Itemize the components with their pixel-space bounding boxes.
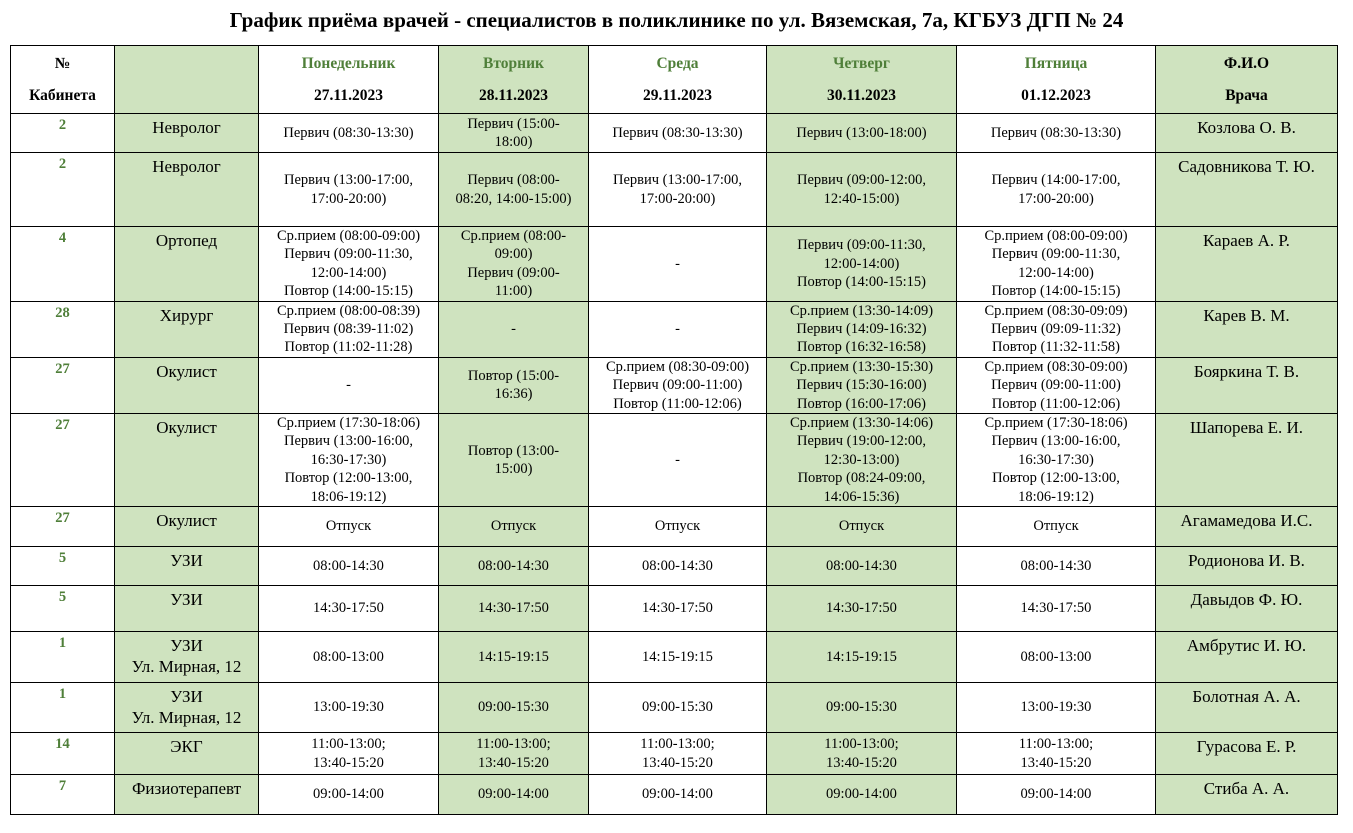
schedule-cell <box>259 153 439 227</box>
schedule-cell <box>957 632 1156 683</box>
schedule-line: Ср.прием (17:30-18:06) <box>984 415 1128 432</box>
header-cabinet-label: Кабинета <box>29 86 96 104</box>
doctor-name: Стиба А. А. <box>1156 775 1338 815</box>
schedule-cell <box>767 301 957 357</box>
schedule-line: Отпуск <box>325 518 372 535</box>
header-day-name: Вторник <box>483 54 544 72</box>
table-row <box>11 301 1338 357</box>
specialty-line: Физиотерапевт <box>131 779 242 799</box>
schedule-cell <box>439 114 589 153</box>
schedule-line: 08:00-14:30 <box>478 557 549 574</box>
schedule-line: 14:30-17:50 <box>313 600 384 617</box>
schedule-cell <box>767 733 957 775</box>
schedule-cell <box>259 227 439 302</box>
cabinet-number: 1 <box>11 683 115 733</box>
schedule-line: Ср.прием (08:30-09:09) <box>984 302 1128 319</box>
schedule-line: 12:00-14:00) <box>823 255 900 272</box>
specialty <box>115 775 259 815</box>
schedule-cell <box>589 227 767 302</box>
schedule-cell <box>259 547 439 586</box>
specialty-line: Невролог <box>152 157 221 176</box>
schedule-cell <box>589 114 767 153</box>
schedule-cell <box>439 414 589 507</box>
schedule-cell <box>589 733 767 775</box>
table-row <box>11 632 1338 683</box>
schedule-line: 11:00-13:00; <box>1018 736 1094 753</box>
specialty-line: Окулист <box>156 511 217 531</box>
schedule-cell <box>767 414 957 507</box>
specialty <box>115 507 259 547</box>
schedule-cell <box>589 683 767 733</box>
schedule-cell <box>957 357 1156 413</box>
schedule-line: Первич (09:00-11:00) <box>991 377 1121 394</box>
schedule-cell <box>957 227 1156 302</box>
schedule-line: - <box>675 321 680 338</box>
schedule-cell <box>589 632 767 683</box>
schedule-line: Повтор (13:00- <box>467 442 560 459</box>
schedule-line: 09:00-14:00 <box>313 786 384 803</box>
doctor-name: Гурасова Е. Р. <box>1156 733 1338 775</box>
cabinet-number: 1 <box>11 632 115 683</box>
schedule-line: Первич (09:00- <box>467 264 560 281</box>
schedule-line: Первич (15:00- <box>467 115 560 132</box>
schedule-line: Первич (13:00-16:00, <box>991 433 1121 450</box>
schedule-line: 13:40-15:20 <box>478 754 549 771</box>
schedule-line: Первич (09:00-11:30, <box>284 246 413 263</box>
header-day <box>589 46 767 114</box>
schedule-line: 08:00-14:30 <box>313 557 384 574</box>
schedule-line: Первич (08:39-11:02) <box>283 321 414 338</box>
cabinet-number: 14 <box>11 733 115 775</box>
table-row <box>11 357 1338 413</box>
schedule-line: 13:40-15:20 <box>1020 754 1092 771</box>
schedule-line: 09:00-14:00 <box>1020 786 1092 803</box>
header-day-date: 30.11.2023 <box>827 86 896 104</box>
schedule-line: 09:00-15:30 <box>642 699 713 716</box>
schedule-line: Ср.прием (08:00-09:00) <box>276 228 421 244</box>
table-row <box>11 507 1338 547</box>
schedule-cell <box>767 547 957 586</box>
schedule-cell <box>957 414 1156 507</box>
schedule-cell <box>767 227 957 302</box>
header-day-name: Понедельник <box>301 54 396 72</box>
specialty <box>115 733 259 775</box>
cabinet-number: 2 <box>11 153 115 227</box>
schedule-line: Отпуск <box>1033 518 1079 535</box>
schedule-line: Повтор (11:00-12:06) <box>613 395 742 412</box>
table-row <box>11 227 1338 302</box>
header-day-date: 01.12.2023 <box>1021 86 1091 104</box>
schedule-line: Первич (08:30-13:30) <box>990 124 1122 141</box>
schedule-line: 18:06-19:12) <box>1018 488 1094 505</box>
schedule-line: Ср.прием (13:30-14:06) <box>789 415 934 432</box>
doctor-name: Шапорева Е. И. <box>1156 414 1338 507</box>
schedule-cell <box>767 632 957 683</box>
schedule-cell <box>439 683 589 733</box>
doctor-name: Карев В. М. <box>1156 301 1338 357</box>
schedule-cell <box>589 301 767 357</box>
schedule-line: - <box>346 377 351 394</box>
table-row <box>11 775 1338 815</box>
table-row <box>11 414 1338 507</box>
schedule-line: 14:15-19:15 <box>478 648 549 665</box>
schedule-line: 08:00-14:30 <box>1020 557 1092 574</box>
specialty-line: Окулист <box>156 361 217 381</box>
schedule-line: 09:00) <box>494 246 533 263</box>
schedule-cell <box>767 114 957 153</box>
schedule-line: Первич (13:00-16:00, <box>283 433 414 450</box>
schedule-line: 08:00-14:30 <box>642 557 713 574</box>
schedule-line: 09:00-14:00 <box>826 786 897 803</box>
schedule-cell <box>767 507 957 547</box>
doctor-name: Козлова О. В. <box>1156 114 1338 153</box>
doctor-name: Амбрутис И. Ю. <box>1156 632 1338 683</box>
schedule-line: Повтор (11:00-12:06) <box>991 395 1121 412</box>
schedule-cell <box>957 733 1156 775</box>
specialty <box>115 301 259 357</box>
doctor-name: Болотная А. А. <box>1156 683 1338 733</box>
schedule-line: Повтор (14:00-15:15) <box>796 274 927 291</box>
schedule-cell <box>259 733 439 775</box>
schedule-table <box>10 45 1338 815</box>
specialty <box>115 357 259 413</box>
schedule-line: 14:30-17:50 <box>826 600 897 617</box>
schedule-line: Первич (14:00-17:00, <box>991 172 1121 189</box>
schedule-line: Ср.прием (13:30-14:09) <box>789 302 934 319</box>
specialty-line: Хирург <box>159 305 214 325</box>
specialty <box>115 153 259 227</box>
schedule-cell <box>259 586 439 632</box>
schedule-line: Первич (15:30-16:00) <box>796 377 927 394</box>
schedule-line: Первич (19:00-12:00, <box>796 433 927 450</box>
schedule-line: 11:00-13:00; <box>311 736 386 753</box>
specialty-line: Окулист <box>156 418 217 438</box>
schedule-cell <box>589 153 767 227</box>
schedule-line: 09:00-15:30 <box>826 699 897 716</box>
schedule-cell <box>259 683 439 733</box>
schedule-line: Первич (14:09-16:32) <box>796 321 927 338</box>
schedule-line: Первич (09:00-11:30, <box>991 246 1121 263</box>
specialty-line: Ул. Мирная, 12 <box>131 657 242 677</box>
page-title: График приёма врачей - специалистов в поликлинике по ул. Вяземская, 7а, КГБУЗ ДГП № 24 <box>229 8 1124 32</box>
schedule-line: Повтор (12:00-13:00, <box>284 470 413 487</box>
header-doctor-title: Ф.И.О <box>1223 54 1270 72</box>
schedule-line: 17:00-20:00) <box>1018 190 1094 207</box>
schedule-line: Первич (09:00-11:00) <box>612 377 743 394</box>
schedule-line: 14:06-15:36) <box>823 488 900 505</box>
specialty-line: УЗИ <box>170 590 203 610</box>
schedule-line: Ср.прием (17:30-18:06) <box>276 415 421 432</box>
cabinet-number: 28 <box>11 301 115 357</box>
specialty <box>115 632 259 683</box>
schedule-line: 08:00-13:00 <box>1020 648 1092 665</box>
schedule-line: Повтор (08:24-09:00, <box>797 470 926 487</box>
schedule-cell <box>439 632 589 683</box>
schedule-line: Первич (09:09-11:32) <box>991 321 1121 338</box>
schedule-line: Ср.прием (08:30-09:00) <box>605 358 750 375</box>
schedule-cell <box>439 775 589 815</box>
doctor-name: Садовникова Т. Ю. <box>1156 153 1338 227</box>
schedule-line: Повтор (11:02-11:28) <box>284 339 413 356</box>
schedule-cell <box>439 227 589 302</box>
schedule-line: 09:00-15:30 <box>478 699 549 716</box>
schedule-cell <box>589 357 767 413</box>
schedule-line: 08:20, 14:00-15:00) <box>455 190 572 207</box>
schedule-cell <box>439 586 589 632</box>
table-row <box>11 683 1338 733</box>
specialty-line: УЗИ <box>170 636 203 656</box>
schedule-cell <box>957 683 1156 733</box>
header-day <box>767 46 957 114</box>
header-day-name: Четверг <box>833 54 890 72</box>
schedule-cell <box>589 775 767 815</box>
header-row <box>11 46 1338 114</box>
schedule-line: Отпуск <box>838 518 885 535</box>
schedule-cell <box>957 775 1156 815</box>
specialty-line: ЭКГ <box>170 737 203 757</box>
schedule-line: 16:30-17:30) <box>310 451 387 468</box>
specialty-line: УЗИ <box>170 687 203 707</box>
schedule-line: 08:00-14:30 <box>826 557 897 574</box>
doctor-name: Караев А. Р. <box>1156 227 1338 302</box>
specialty-line: Ул. Мирная, 12 <box>131 708 242 728</box>
schedule-line: 11:00) <box>494 283 533 300</box>
cabinet-number: 5 <box>11 547 115 586</box>
schedule-line: 13:40-15:20 <box>826 754 897 771</box>
schedule-cell <box>259 114 439 153</box>
schedule-cell <box>957 507 1156 547</box>
header-cabinet <box>11 46 115 114</box>
schedule-line: Ср.прием (08:00-08:39) <box>276 302 421 319</box>
schedule-line: - <box>675 255 680 272</box>
schedule-cell <box>259 775 439 815</box>
schedule-cell <box>259 507 439 547</box>
schedule-line: 09:00-14:00 <box>642 786 713 803</box>
schedule-line: Повтор (16:00-17:06) <box>796 395 927 412</box>
schedule-cell <box>957 586 1156 632</box>
schedule-line: Повтор (11:32-11:58) <box>992 339 1120 356</box>
schedule-line: Первич (09:00-12:00, <box>796 172 927 189</box>
schedule-line: 14:15-19:15 <box>826 648 897 665</box>
schedule-line: 15:00) <box>494 461 533 478</box>
schedule-line: Повтор (14:00-15:15) <box>283 283 414 300</box>
header-day-name: Среда <box>656 54 699 72</box>
schedule-cell <box>957 301 1156 357</box>
cabinet-number: 4 <box>11 227 115 302</box>
schedule-cell <box>767 153 957 227</box>
schedule-line: 12:00-14:00) <box>310 264 387 281</box>
doctor-name: Бояркина Т. В. <box>1156 357 1338 413</box>
schedule-cell <box>957 153 1156 227</box>
schedule-cell <box>589 414 767 507</box>
schedule-cell <box>439 547 589 586</box>
schedule-cell <box>439 301 589 357</box>
schedule-cell <box>589 507 767 547</box>
specialty-line: Невролог <box>152 118 221 137</box>
schedule-line: 17:00-20:00) <box>639 190 716 207</box>
schedule-line: 17:00-20:00) <box>310 190 387 207</box>
cabinet-number: 2 <box>11 114 115 153</box>
doctor-name: Родионова И. В. <box>1156 547 1338 586</box>
schedule-cell <box>259 414 439 507</box>
table-row <box>11 153 1338 227</box>
schedule-cell <box>767 775 957 815</box>
header-day-date: 27.11.2023 <box>314 86 383 104</box>
schedule-line: 09:00-14:00 <box>478 786 549 803</box>
cabinet-number: 5 <box>11 586 115 632</box>
header-day <box>259 46 439 114</box>
specialty <box>115 414 259 507</box>
specialty-line: Ортопед <box>155 231 218 250</box>
header-specialty-blank <box>115 46 259 114</box>
schedule-line: 12:00-14:00) <box>1018 264 1094 281</box>
schedule-line: 14:30-17:50 <box>642 600 713 617</box>
schedule-line: 12:40-15:00) <box>823 190 900 207</box>
schedule-line: 14:30-17:50 <box>478 600 549 617</box>
schedule-line: Повтор (15:00- <box>467 368 560 385</box>
schedule-line: Ср.прием (13:30-15:30) <box>789 358 934 375</box>
schedule-line: Первич (08:30-13:30) <box>612 124 743 141</box>
schedule-line: 14:30-17:50 <box>1020 600 1092 617</box>
header-cabinet-number: № <box>54 54 71 72</box>
schedule-line: Первич (13:00-17:00, <box>283 172 414 189</box>
schedule-line: Отпуск <box>654 518 701 535</box>
schedule-cell <box>259 301 439 357</box>
specialty <box>115 227 259 302</box>
schedule-cell <box>439 357 589 413</box>
schedule-line: Повтор (12:00-13:00, <box>992 470 1120 487</box>
header-day <box>957 46 1156 114</box>
schedule-line: Отпуск <box>490 518 537 535</box>
schedule-line: Ср.прием (08:30-09:00) <box>984 358 1128 375</box>
schedule-cell <box>957 547 1156 586</box>
table-row <box>11 733 1338 775</box>
schedule-line: Первич (08:00- <box>467 172 560 189</box>
schedule-line: Первич (09:00-11:30, <box>797 237 926 254</box>
schedule-line: - <box>511 321 516 338</box>
schedule-line: 16:30-17:30) <box>1018 451 1094 468</box>
schedule-line: Первич (13:00-18:00) <box>796 124 927 141</box>
schedule-cell <box>439 153 589 227</box>
schedule-cell <box>259 632 439 683</box>
doctor-name: Давыдов Ф. Ю. <box>1156 586 1338 632</box>
schedule-line: Повтор (14:00-15:15) <box>991 283 1121 300</box>
schedule-line: Первич (13:00-17:00, <box>612 172 743 189</box>
schedule-cell <box>439 507 589 547</box>
schedule-line: 13:00-19:30 <box>1020 699 1092 716</box>
schedule-cell <box>767 357 957 413</box>
table-row <box>11 586 1338 632</box>
header-day <box>439 46 589 114</box>
cabinet-number: 27 <box>11 507 115 547</box>
schedule-cell <box>259 357 439 413</box>
schedule-line: Ср.прием (08:00-09:00) <box>984 228 1128 244</box>
schedule-line: 12:30-13:00) <box>823 451 900 468</box>
table-row <box>11 547 1338 586</box>
schedule-line: 11:00-13:00; <box>824 736 899 753</box>
specialty-line: УЗИ <box>170 551 203 571</box>
schedule-line: 08:00-13:00 <box>313 648 384 665</box>
header-day-name: Пятница <box>1024 54 1088 72</box>
schedule-line: 11:00-13:00; <box>476 736 551 753</box>
schedule-cell <box>767 683 957 733</box>
schedule-line: 11:00-13:00; <box>640 736 715 753</box>
specialty <box>115 547 259 586</box>
cabinet-number: 27 <box>11 357 115 413</box>
schedule-line: Ср.прием (08:00- <box>460 228 567 244</box>
header-doctor-subtitle: Врача <box>1225 86 1268 104</box>
doctor-name: Агамамедова И.С. <box>1156 507 1338 547</box>
cabinet-number: 27 <box>11 414 115 507</box>
header-day-date: 29.11.2023 <box>643 86 712 104</box>
schedule-line: 18:00) <box>494 134 533 150</box>
schedule-line: 13:40-15:20 <box>642 754 713 771</box>
schedule-line: 18:06-19:12) <box>310 488 387 505</box>
header-day-date: 28.11.2023 <box>479 86 548 104</box>
schedule-line: 13:00-19:30 <box>313 699 384 716</box>
table-row <box>11 114 1338 153</box>
schedule-line: 13:40-15:20 <box>313 754 384 771</box>
specialty <box>115 114 259 153</box>
schedule-cell <box>767 586 957 632</box>
schedule-cell <box>957 114 1156 153</box>
schedule-line: - <box>675 451 680 468</box>
header-doctor <box>1156 46 1338 114</box>
schedule-line: 14:15-19:15 <box>642 648 713 665</box>
schedule-line: Повтор (16:32-16:58) <box>796 339 927 356</box>
schedule-line: Первич (08:30-13:30) <box>283 124 414 141</box>
specialty <box>115 683 259 733</box>
cabinet-number: 7 <box>11 775 115 815</box>
schedule-cell <box>589 586 767 632</box>
schedule-cell <box>589 547 767 586</box>
schedule-line: 16:36) <box>494 386 533 403</box>
schedule-cell <box>439 733 589 775</box>
specialty <box>115 586 259 632</box>
